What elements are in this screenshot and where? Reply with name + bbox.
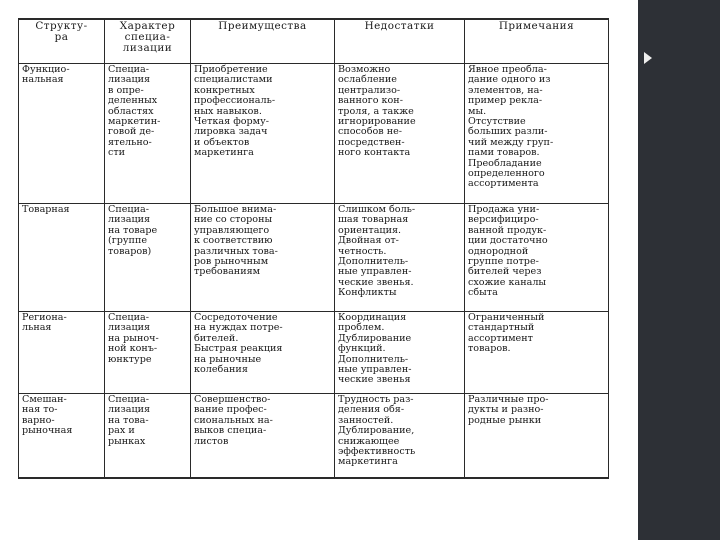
cell-specialization: Специа- лизация на рыноч- ной конъ- юнктуре — [105, 312, 191, 394]
cell-notes: Продажа уни- версифициро- ванной продук- ции достаточно однородной группе потре- бителей через схожие каналы сбыта — [465, 204, 609, 312]
cell-specialization: Специа- лизация в опре- деленных областях маркетин- говой де- ятельно- сти — [105, 64, 191, 204]
table-row — [19, 312, 609, 394]
cell-structure: Региона- льная — [19, 312, 105, 394]
cell-disadvantages: Слишком боль- шая товарная ориентация. Двойная от- четность. Дополнитель- ные управлен- ческие звенья. Конфликты — [335, 204, 465, 312]
marketing-structures-table — [18, 18, 609, 479]
header-row — [19, 19, 609, 64]
cell-advantages: Совершенство- вание профес- сиональных на- выков специа- листов — [191, 394, 335, 479]
scanned-table-page — [18, 18, 608, 486]
cell-advantages: Большое внима- ние со стороны управляющего к соответствию различных това- ров рыночным требованиям — [191, 204, 335, 312]
cell-disadvantages: Возможно ослабление централизо- ванного кон- троля, а также игнорирование способов не- посредствен- ного контакта — [335, 64, 465, 204]
table-row — [19, 394, 609, 479]
header-specialization: Характер специа- лизации — [105, 19, 191, 64]
cell-advantages: Приобретение специалистами конкретных профессиональ- ных навыков. Четкая форму- лировка задач и объектов маркетинга — [191, 64, 335, 204]
cell-specialization: Специа- лизация на товаре (группе товаров) — [105, 204, 191, 312]
header-disadvantages: Недостатки — [335, 19, 465, 64]
cell-disadvantages: Трудность раз- деления обя- занностей. Дублирование, снижающее эффективность маркетинга — [335, 394, 465, 479]
cell-structure: Функцио- нальная — [19, 64, 105, 204]
cell-notes: Ограниченный стандартный ассортимент товаров. — [465, 312, 609, 394]
cell-disadvantages: Координация проблем. Дублирование функций. Дополнитель- ные управлен- ческие звенья — [335, 312, 465, 394]
table-row — [19, 64, 609, 204]
cell-structure: Товарная — [19, 204, 105, 312]
cell-specialization: Специа- лизация на това- рах и рынках — [105, 394, 191, 479]
header-structure: Структу- ра — [19, 19, 105, 64]
cell-advantages: Сосредоточение на нуждах потре- бителей. Быстрая реакция на рыночные колебания — [191, 312, 335, 394]
header-notes: Примечания — [465, 19, 609, 64]
bar-ornament — [644, 52, 652, 64]
cell-notes: Различные про- дукты и разно- родные рынки — [465, 394, 609, 479]
cell-structure: Смешан- ная то- варно- рыночная — [19, 394, 105, 479]
header-advantages: Преимущества — [191, 19, 335, 64]
table-row — [19, 204, 609, 312]
slide-side-bar — [638, 0, 720, 540]
cell-notes: Явное преобла- дание одного из элементов, на- пример рекла- мы. Отсутствие больших разли- чий между груп- пами товаров. Преобладание определенного ассортимента — [465, 64, 609, 204]
